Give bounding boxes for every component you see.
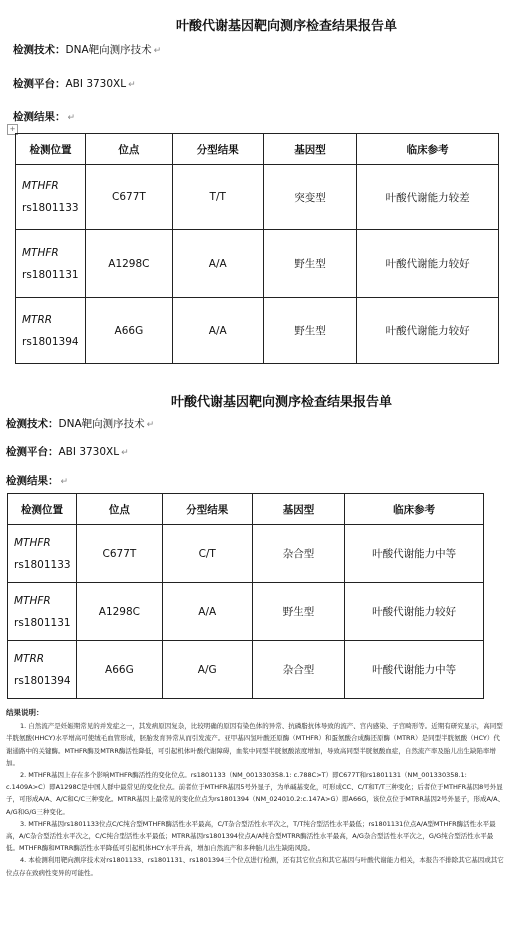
technique-value: DNA靶向测序技术 xyxy=(58,418,145,430)
table-row xyxy=(16,298,499,364)
gene-name: MTHFR xyxy=(22,246,59,259)
gene-name: MTHFR xyxy=(22,180,59,192)
results-label: 检测结果： xyxy=(13,111,66,123)
paragraph-mark-icon: ↵ xyxy=(121,448,129,458)
typing-cell: T/T xyxy=(172,165,263,230)
header-cell: 临床参考 xyxy=(357,134,499,165)
gene-cell xyxy=(16,230,86,298)
genotype-cell: 杂合型 xyxy=(252,641,345,699)
gene-name: MTRR xyxy=(14,652,45,665)
clinical-cell: 叶酸代谢能力中等 xyxy=(345,525,484,583)
results-line xyxy=(6,473,68,488)
rs-id: rs1801394 xyxy=(14,674,71,687)
table-header-row xyxy=(16,134,499,165)
header-cell: 临床参考 xyxy=(345,494,484,525)
note-paragraph: 2. MTHFR基因上存在多个影响MTHFR酶活性的变化位点。rs1801133（NM_001330358.1: c.788C>T）即C677T和rs1801131（NM_001330358.1: c.1409A>C）即A1298C是中国人群中最常见的变化位点。前者位于MTHFR基因5号外显子，为单碱基变化，可形成CC、C/T和T/T三种变化；后者位于MTHFR基因8号外显子，可形成A/A、A/C和C/C三种变化。MTRR基因上最常见的变化位点为rs1801394（NM_024010.2:c.147A>G）即A66G，该位点位于MTRR基因2号外显子，形成A/A、A/G和G/G三种变化。 xyxy=(6,771,505,816)
genotype-cell: 野生型 xyxy=(263,230,357,298)
clinical-cell: 叶酸代谢能力较好 xyxy=(357,230,499,298)
rs-id: rs1801133 xyxy=(14,558,71,571)
paragraph-mark-icon: ↵ xyxy=(146,420,155,430)
rs-id: rs1801394 xyxy=(22,335,79,348)
clinical-cell: 叶酸代谢能力中等 xyxy=(345,641,484,699)
report-title: 叶酸代谢基因靶向测序检查结果报告单 xyxy=(175,19,397,34)
results-table xyxy=(15,133,499,364)
note-paragraph: 1. 自然流产是妊娠期常见的并发症之一，其发病原因复杂，比较明确的原因有染色体的异常、抗磷脂抗体导致的流产、宫内感染、子宫畸形等。近期有研究显示，高同型半胱氨酸(HHCY)水平增高可使绒毛血管形成，胚胎发育异常从而引发流产。亚甲基四氢叶酸还原酶（MTHFR）和蛋氨酸合成酶还原酶（MTRR）是同型半胱氨酸（HCY）代谢通路中的关键酶。MTHFR酶及MTRR酶活性降低，可引起机体叶酸代谢障碍，血浆中同型半胱氨酸浓度增加，导致高同型半胱氨酸血症，自然流产率及胎儿出生缺陷率增加。 xyxy=(6,722,503,767)
platform-value: ABI 3730XL xyxy=(65,78,127,90)
header-cell: 位点 xyxy=(85,134,172,165)
header-cell: 基因型 xyxy=(252,494,345,525)
note-paragraph: 4. 本检测利用靶向测序技术对rs1801133、rs1801131、rs1801394三个位点进行检测，还有其它位点和其它基因与叶酸代谢能力相关，本报告不排除其它基因或其它位点存在致病性变异的可能性。 xyxy=(6,856,504,877)
site-cell: A1298C xyxy=(85,230,172,298)
typing-cell: A/G xyxy=(162,641,252,699)
note-paragraph: 3. MTHFR基因rs1801133位点C/C纯合型MTHFR酶活性水平最高，C/T杂合型活性水平次之，T/T纯合型活性水平最低；rs1801131位点A/A型MTHFR酶活性水平最高，A/C杂合型活性水平次之，C/C纯合型活性水平最低；MTRR基因rs1801394位点A/A纯合型MTRR酶活性水平最高，A/G杂合型活性水平次之，G/G纯合型活性水平最低。MTHFR酶和MTRR酶活性水平降低可引起机体HCY水平升高，增加自然流产和多种胎儿出生缺陷风险。 xyxy=(6,819,496,853)
gene-name: MTHFR xyxy=(14,536,51,549)
header-cell: 检测位置 xyxy=(16,134,86,165)
results-line xyxy=(13,109,75,124)
report-2 xyxy=(0,385,513,687)
gene-cell xyxy=(8,525,77,583)
typing-cell: A/A xyxy=(172,230,263,298)
gene-cell xyxy=(16,298,86,364)
results-table xyxy=(7,493,484,699)
gene-cell xyxy=(16,165,86,230)
paragraph-mark-icon: ↵ xyxy=(67,113,76,123)
table-row xyxy=(8,641,484,699)
genotype-cell: 野生型 xyxy=(263,298,357,364)
genotype-cell: 突变型 xyxy=(263,165,357,230)
table-row xyxy=(8,525,484,583)
paragraph-mark-icon: ↵ xyxy=(60,477,69,487)
clinical-cell: 叶酸代谢能力较好 xyxy=(345,583,484,641)
table-move-handle-icon[interactable]: + xyxy=(7,124,18,135)
results-label: 检测结果： xyxy=(6,475,59,487)
technique-label: 检测技术： xyxy=(6,418,59,430)
platform-line xyxy=(13,76,136,91)
site-cell: C677T xyxy=(76,525,162,583)
header-cell: 分型结果 xyxy=(172,134,263,165)
rs-id: rs1801131 xyxy=(22,268,79,281)
technique-line xyxy=(6,416,154,431)
notes-title: 结果说明： xyxy=(6,708,44,717)
gene-name: MTHFR xyxy=(14,594,51,607)
paragraph-mark-icon: ↵ xyxy=(153,46,162,56)
table-header-row xyxy=(8,494,484,525)
paragraph-mark-icon: ↵ xyxy=(128,80,136,90)
rs-id: rs1801133 xyxy=(22,202,79,214)
header-cell: 分型结果 xyxy=(162,494,252,525)
platform-value: ABI 3730XL xyxy=(58,446,120,458)
technique-label: 检测技术： xyxy=(13,44,66,56)
platform-label: 检测平台： xyxy=(6,446,59,458)
platform-label: 检测平台： xyxy=(13,78,66,90)
site-cell: A66G xyxy=(85,298,172,364)
clinical-cell: 叶酸代谢能力较差 xyxy=(357,165,499,230)
gene-cell xyxy=(8,583,77,641)
gene-name: MTRR xyxy=(22,313,53,326)
genotype-cell: 杂合型 xyxy=(252,525,345,583)
platform-line xyxy=(6,444,129,459)
header-cell: 基因型 xyxy=(263,134,357,165)
result-notes xyxy=(6,707,506,879)
report-title: 叶酸代谢基因靶向测序检查结果报告单 xyxy=(170,395,392,410)
clinical-cell: 叶酸代谢能力较好 xyxy=(357,298,499,364)
site-cell: A66G xyxy=(76,641,162,699)
technique-line xyxy=(13,42,161,57)
site-cell: A1298C xyxy=(76,583,162,641)
table-row xyxy=(8,583,484,641)
typing-cell: A/A xyxy=(162,583,252,641)
header-cell: 检测位置 xyxy=(8,494,77,525)
header-cell: 位点 xyxy=(76,494,162,525)
typing-cell: C/T xyxy=(162,525,252,583)
site-cell: C677T xyxy=(85,165,172,230)
table-row xyxy=(16,230,499,298)
genotype-cell: 野生型 xyxy=(252,583,345,641)
typing-cell: A/A xyxy=(172,298,263,364)
gene-cell xyxy=(8,641,77,699)
rs-id: rs1801131 xyxy=(14,616,71,629)
report-1 xyxy=(0,0,513,348)
technique-value: DNA靶向测序技术 xyxy=(65,44,152,56)
table-row xyxy=(16,165,499,230)
